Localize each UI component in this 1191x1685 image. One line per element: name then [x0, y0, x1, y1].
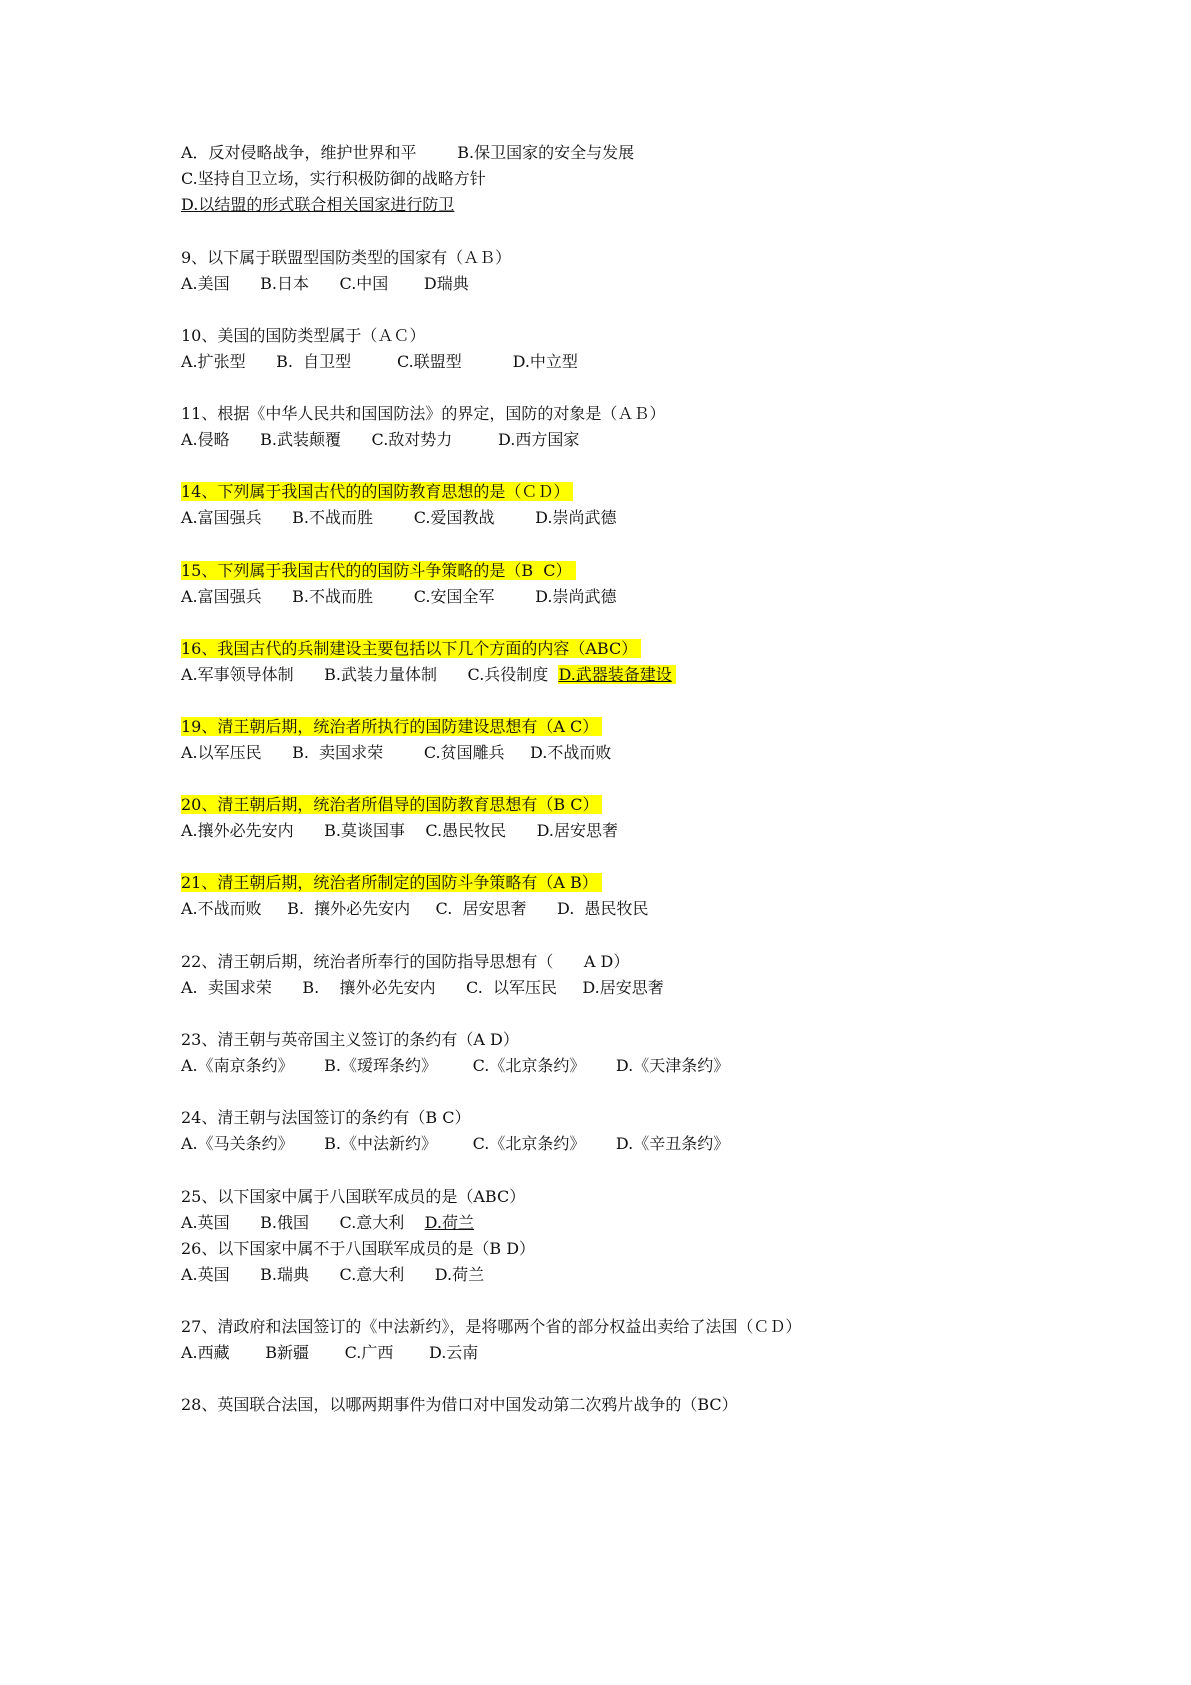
q14-options: A.富国强兵 B.不战而胜 C.爱国教战 D.崇尚武德: [181, 508, 617, 527]
q19-question: [181, 715, 602, 739]
highlight: 20、清王朝后期，统治者所倡导的国防教育思想有（B C）: [181, 795, 602, 814]
q16-question: [181, 637, 641, 661]
q27-question: 27、清政府和法国签订的《中法新约》，是将哪两个省的部分权益出卖给了法国（ＣＤ）: [181, 1317, 802, 1336]
q9-options: A.美国 B.日本 C.中国 D瑞典: [181, 274, 469, 293]
q14-question: [181, 480, 573, 504]
q28-question: 28、英国联合法国，以哪两期事件为借口对中国发动第二次鸦片战争的（BC）: [181, 1395, 738, 1414]
q23-options: A.《南京条约》 B.《瑷珲条约》 C.《北京条约》 D.《天津条约》: [181, 1056, 730, 1075]
q19-options: A.以军压民 B. 卖国求荣 C.贫国雕兵 D.不战而败: [181, 743, 612, 762]
q20-question: [181, 793, 602, 817]
q9-question: 9、以下属于联盟型国防类型的国家有（ＡＢ）: [181, 248, 512, 267]
q26-question: 26、以下国家中属不于八国联军成员的是（B D）: [181, 1239, 536, 1258]
q11-question: 11、根据《中华人民共和国国防法》的界定，国防的对象是（ＡＢ）: [181, 404, 666, 423]
q22-question: 22、清王朝后期，统治者所奉行的国防指导思想有（ A D）: [181, 952, 630, 971]
q20-options: A.攘外必先安内 B.莫谈国事 C.愚民牧民 D.居安思奢: [181, 821, 618, 840]
highlight: 21、清王朝后期，统治者所制定的国防斗争策略有（A B）: [181, 873, 602, 892]
q10-question: 10、美国的国防类型属于（ＡＣ）: [181, 326, 426, 345]
highlight: 14、下列属于我国古代的的国防教育思想的是（ＣＤ）: [181, 482, 573, 501]
q16-options-abc: A.军事领导体制 B.武装力量体制 C.兵役制度: [181, 665, 559, 684]
q25-options: [181, 1211, 474, 1235]
q8-option-d: D.以结盟的形式联合相关国家进行防卫: [181, 195, 455, 214]
q26-options: A.英国 B.瑞典 C.意大利 D.荷兰: [181, 1265, 485, 1284]
q24-options: A.《马关条约》 B.《中法新约》 C.《北京条约》 D.《辛丑条约》: [181, 1134, 730, 1153]
q25-question: 25、以下国家中属于八国联军成员的是（ABC）: [181, 1187, 526, 1206]
q10-options: A.扩张型 B. 自卫型 C.联盟型 D.中立型: [181, 352, 578, 371]
q8-option-c: C.坚持自卫立场，实行积极防御的战略方针: [181, 169, 486, 188]
q15-options: A.富国强兵 B.不战而胜 C.安国全军 D.崇尚武德: [181, 587, 617, 606]
highlight: 19、清王朝后期，统治者所执行的国防建设思想有（A C）: [181, 717, 602, 736]
q15-question: [181, 559, 576, 583]
q23-question: 23、清王朝与英帝国主义签订的条约有（A D）: [181, 1030, 519, 1049]
q25-option-d: D.荷兰: [424, 1213, 474, 1232]
q21-question: [181, 871, 602, 895]
q24-question: 24、清王朝与法国签订的条约有（B C）: [181, 1108, 471, 1127]
q8-options-ab: A．反对侵略战争，维护世界和平 B.保卫国家的安全与发展: [181, 143, 635, 162]
q16-option-d-highlighted: D.武器装备建设: [558, 665, 675, 684]
q11-options: A.侵略 B.武装颠覆 C.敌对势力 D.西方国家: [181, 430, 580, 449]
q22-options: A. 卖国求荣 B. 攘外必先安内 C. 以军压民 D.居安思奢: [181, 978, 664, 997]
highlight: 16、我国古代的兵制建设主要包括以下几个方面的内容（ABC）: [181, 639, 641, 658]
q16-options: [181, 663, 676, 687]
highlight: 15、下列属于我国古代的的国防斗争策略的是（B C）: [181, 561, 576, 580]
q25-options-abc: A.英国 B.俄国 C.意大利: [181, 1213, 425, 1232]
q21-options: A.不战而败 B. 攘外必先安内 C. 居安思奢 D. 愚民牧民: [181, 899, 649, 918]
q27-options: A.西藏 B新疆 C.广西 D.云南: [181, 1343, 479, 1362]
